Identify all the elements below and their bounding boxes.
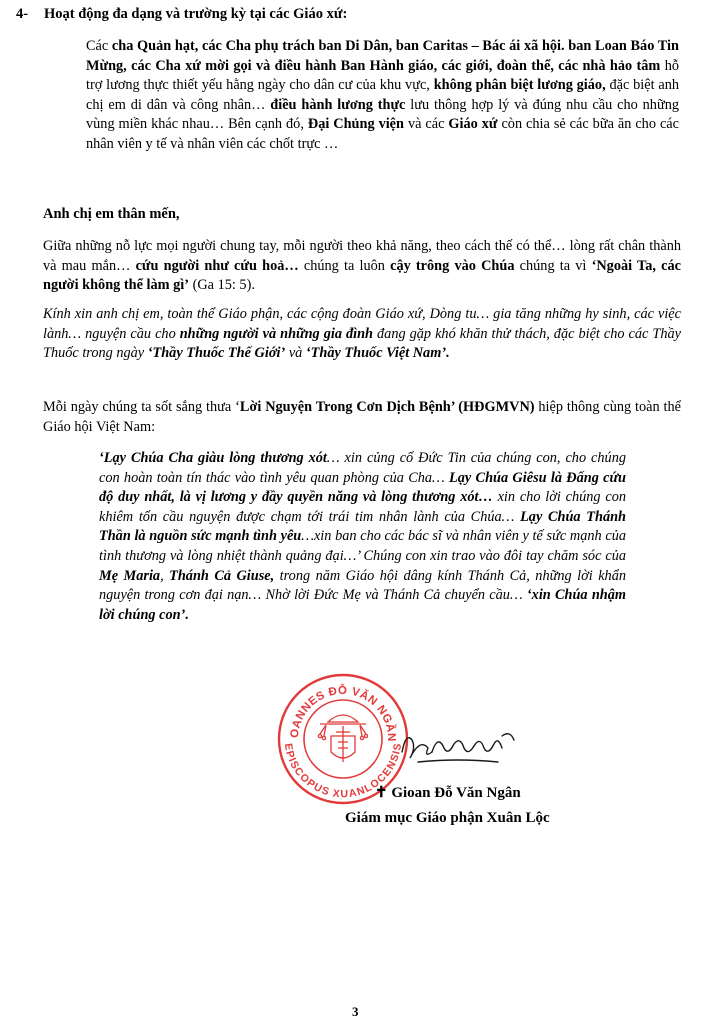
prayer-quote	[99, 449, 626, 625]
bold-text-run: Mẹ Maria	[99, 567, 161, 584]
text-run: đặc biệt anh chị em di dân và công nhân…	[86, 77, 679, 113]
text-run: chúng ta luôn	[298, 257, 391, 274]
bold-text-run: cậy trông vào Chúa	[390, 257, 515, 274]
bold-text-run: Thánh Cả Giuse,	[169, 567, 275, 584]
signer-name	[375, 783, 521, 802]
bold-text-run: Lời Nguyện Trong Cơn Dịch Bệnh’ (HĐGMVN)	[239, 399, 535, 415]
text-run: chúng ta vì	[514, 257, 592, 274]
bold-text-run: ‘Thầy Thuốc Thế Giới’	[147, 345, 286, 362]
bold-text-run: ‘xin Chúa nhậm lời chúng con’.	[99, 587, 626, 623]
bold-text-run: ‘Lạy Chúa Cha giàu lòng thương xót	[99, 450, 327, 466]
text-run: còn chia sẻ các bữa ăn cho các nhân viên y tế và nhân viên các chốt trực …	[86, 116, 679, 152]
bold-text-run: ‘Thầy Thuốc Việt Nam’.	[305, 345, 450, 362]
text-run: hiệp thông cùng toàn thể Giáo hội Việt Nam:	[43, 399, 681, 435]
paragraph-daily-prayer	[43, 398, 681, 437]
page-number: 3	[352, 1004, 359, 1019]
text-run: trong năm Giáo hội dâng kính Thánh Cả, những lời khẩn nguyện trong cơn đại nạn… Nhờ lời Đức Mẹ và Thánh Cả chuyển cầu…	[99, 567, 626, 604]
text-run: Giữa những nỗ lực mọi người chung tay, mỗi người theo khả năng, theo cách thế có thể… lòng rất chân thành và mau mắn…	[43, 238, 681, 274]
text-run: Kính xin anh chị em, toàn thể Giáo phận, các cộng đoàn Giáo xứ, Dòng tu… gia tăng những hy sinh, các việc lành… nguyện cầu cho	[43, 306, 681, 342]
text-run: hỗ trợ lương thực thiết yếu hằng ngày cho dân cư của khu vực,	[86, 57, 679, 94]
text-run: Các	[86, 38, 112, 54]
text-run: Mỗi ngày chúng ta sốt sắng thưa ‘	[43, 399, 240, 415]
handwritten-signature	[398, 718, 518, 774]
paragraph-parish-activities	[86, 37, 679, 155]
bold-text-run: Đại Chủng viện	[307, 116, 404, 133]
seal-top-text: OANNES ĐỖ VĂN NGẦN	[288, 684, 398, 743]
cross-icon: ✝	[375, 785, 388, 801]
paragraph-request-prayers	[43, 305, 681, 364]
text-run: …xin ban cho các bác sĩ và nhân viên y tế sức mạnh của tình thương và lòng nhiệt thành quảng đại…’ Chúng con xin trao vào đôi tay chăm sóc của	[99, 528, 626, 564]
bold-text-run: cứu người như cứu hoả…	[135, 257, 299, 274]
section-heading	[16, 4, 706, 24]
paragraph-trust-in-god	[43, 237, 681, 296]
signer-name-text: Gioan Đỗ Văn Ngân	[391, 785, 521, 801]
bold-text-run: không phân biệt lương giáo,	[433, 77, 606, 94]
seal-bottom-text: EPISCOPUS XUANLOCENSIS	[281, 742, 405, 801]
coat-of-arms-icon	[318, 715, 367, 762]
bold-text-run: Lạy Chúa Thánh Thần là nguồn sức mạnh tình yêu	[99, 508, 626, 545]
text-run: lưu thông hợp lý và đúng nhu cầu cho những vùng miền khác nhau… Bên cạnh đó,	[86, 96, 680, 133]
bold-text-run: cha Quản hạt, các Cha phụ trách ban Di Dân, ban Caritas – Bác ái xã hội. ban Loan Báo Tin Mừng, các Cha xứ mời gọi và điều hành Ban Hành giáo, các giới, đoàn thể, các nhà hảo tâm	[86, 38, 679, 74]
section-number: 4-	[16, 6, 29, 22]
text-run: và	[285, 345, 306, 362]
text-run: đang gặp khó khăn thử thách, đặc biệt cho các Thầy Thuốc trong ngày	[43, 325, 681, 362]
section-title: Hoạt động đa dạng và trường kỳ tại các Giáo xứ:	[44, 6, 348, 22]
text-run: (Ga 15: 5).	[189, 277, 255, 294]
greeting: Anh chị em thân mến,	[43, 206, 180, 222]
text-run: xin cho lời chúng con khiêm tốn cầu nguyện được chạm tới trái tim nhân lành của Chúa…	[99, 489, 626, 525]
bold-text-run: những người và những gia đình	[179, 325, 374, 342]
text-run: và các	[403, 116, 449, 133]
bold-text-run: Lạy Chúa Giêsu là Đấng cứu độ duy nhất, là vị lương y đầy quyền năng và lòng thương xót…	[99, 469, 627, 506]
bold-text-run: Giáo xứ	[448, 116, 498, 133]
text-run: ,	[160, 567, 170, 584]
signer-title: Giám mục Giáo phận Xuân Lộc	[345, 810, 550, 826]
bold-text-run: ‘Ngoài Ta, các người không thể làm gì’	[43, 257, 681, 294]
text-run: … xin củng cố Đức Tin của chúng con, cho chúng con hoàn toàn tín thác vào tình yêu quan phòng của Cha…	[99, 450, 626, 486]
bold-text-run: điều hành lương thực	[270, 96, 406, 113]
